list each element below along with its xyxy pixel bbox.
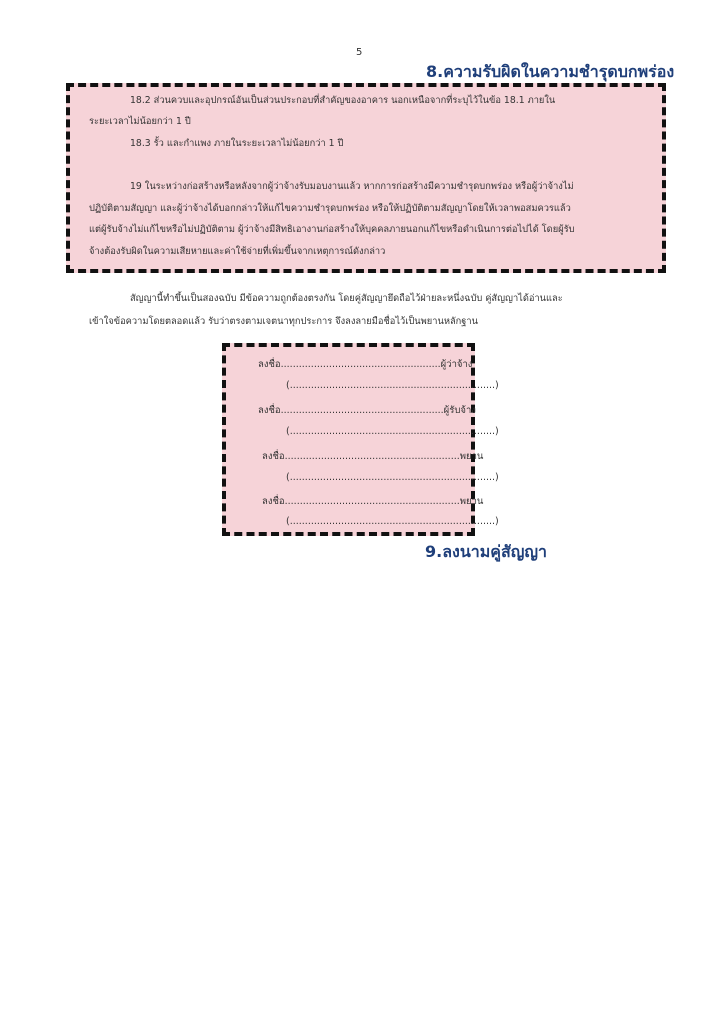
employer-name-line: (....................................................................) [286, 380, 499, 391]
contractor-signature-line: ลงชื่อ......................................................ผู้รับจ้าง [258, 405, 476, 416]
witness-2-name-line: (....................................................................) [286, 516, 499, 527]
clause-19-line-1: 19 ในระหว่างก่อสร้างหรือหลังจากผู้ว่าจ้างรับมอบงานแล้ว หากการก่อสร้างมีความชำรุดบกพร่อง หรือผู้ว่าจ้างไม่ [130, 181, 574, 192]
section-heading-signatures: 9.ลงนามคู่สัญญา [425, 542, 548, 561]
agreement-text-line-1: สัญญานี้ทำขึ้นเป็นสองฉบับ มีข้อความถูกต้องตรงกัน โดยคู่สัญญายึดถือไว้ฝ่ายละหนึ่งฉบับ คู่สัญญาได้อ่านและ [130, 293, 563, 304]
liability-clause-box [66, 83, 666, 273]
witness-1-name-line: (....................................................................) [286, 472, 499, 483]
employer-signature-line: ลงชื่อ.....................................................ผู้ว่าจ้าง [258, 359, 473, 370]
witness-1-signature-line: ลงชื่อ..........................................................พยาน [262, 451, 484, 462]
clause-18-2-line-2: ระยะเวลาไม่น้อยกว่า 1 ปี [89, 116, 191, 127]
clause-18-2-line-1: 18.2 ส่วนควบและอุปกรณ์อันเป็นส่วนประกอบที่สำคัญของอาคาร นอกเหนือจากที่ระบุไว้ในข้อ 18.1 ภายใน [130, 95, 556, 106]
clause-19-line-4: จ้างต้องรับผิดในความเสียหายและค่าใช้จ่ายที่เพิ่มขึ้นจากเหตุการณ์ดังกล่าว [89, 246, 386, 257]
clause-19-line-3: แต่ผู้รับจ้างไม่แก้ไขหรือไม่ปฏิบัติตาม ผู้ว่าจ้างมีสิทธิเอางานก่อสร้างให้บุคคลภายนอกแก้ไขหรือดำเนินการต่อไปได้ โดยผู้รับ [89, 224, 575, 235]
page-number: 5 [356, 47, 363, 58]
section-heading-liability: 8.ความรับผิดในความชำรุดบกพร่อง [426, 62, 675, 81]
contractor-name-line: (....................................................................) [286, 426, 499, 437]
clause-18-3: 18.3 รั้ว และกำแพง ภายในระยะเวลาไม่น้อยกว่า 1 ปี [130, 138, 344, 149]
witness-2-signature-line: ลงชื่อ..........................................................พยาน [262, 496, 484, 507]
clause-19-line-2: ปฏิบัติตามสัญญา และผู้ว่าจ้างได้บอกกล่าวให้แก้ไขความชำรุดบกพร่อง หรือให้ปฏิบัติตามสัญญาโดยให้เวลาพอสมควรแล้ว [89, 203, 571, 214]
agreement-text-line-2: เข้าใจข้อความโดยตลอดแล้ว รับว่าตรงตามเจตนาทุกประการ จึงลงลายมือชื่อไว้เป็นพยานหลักฐาน [89, 316, 478, 327]
